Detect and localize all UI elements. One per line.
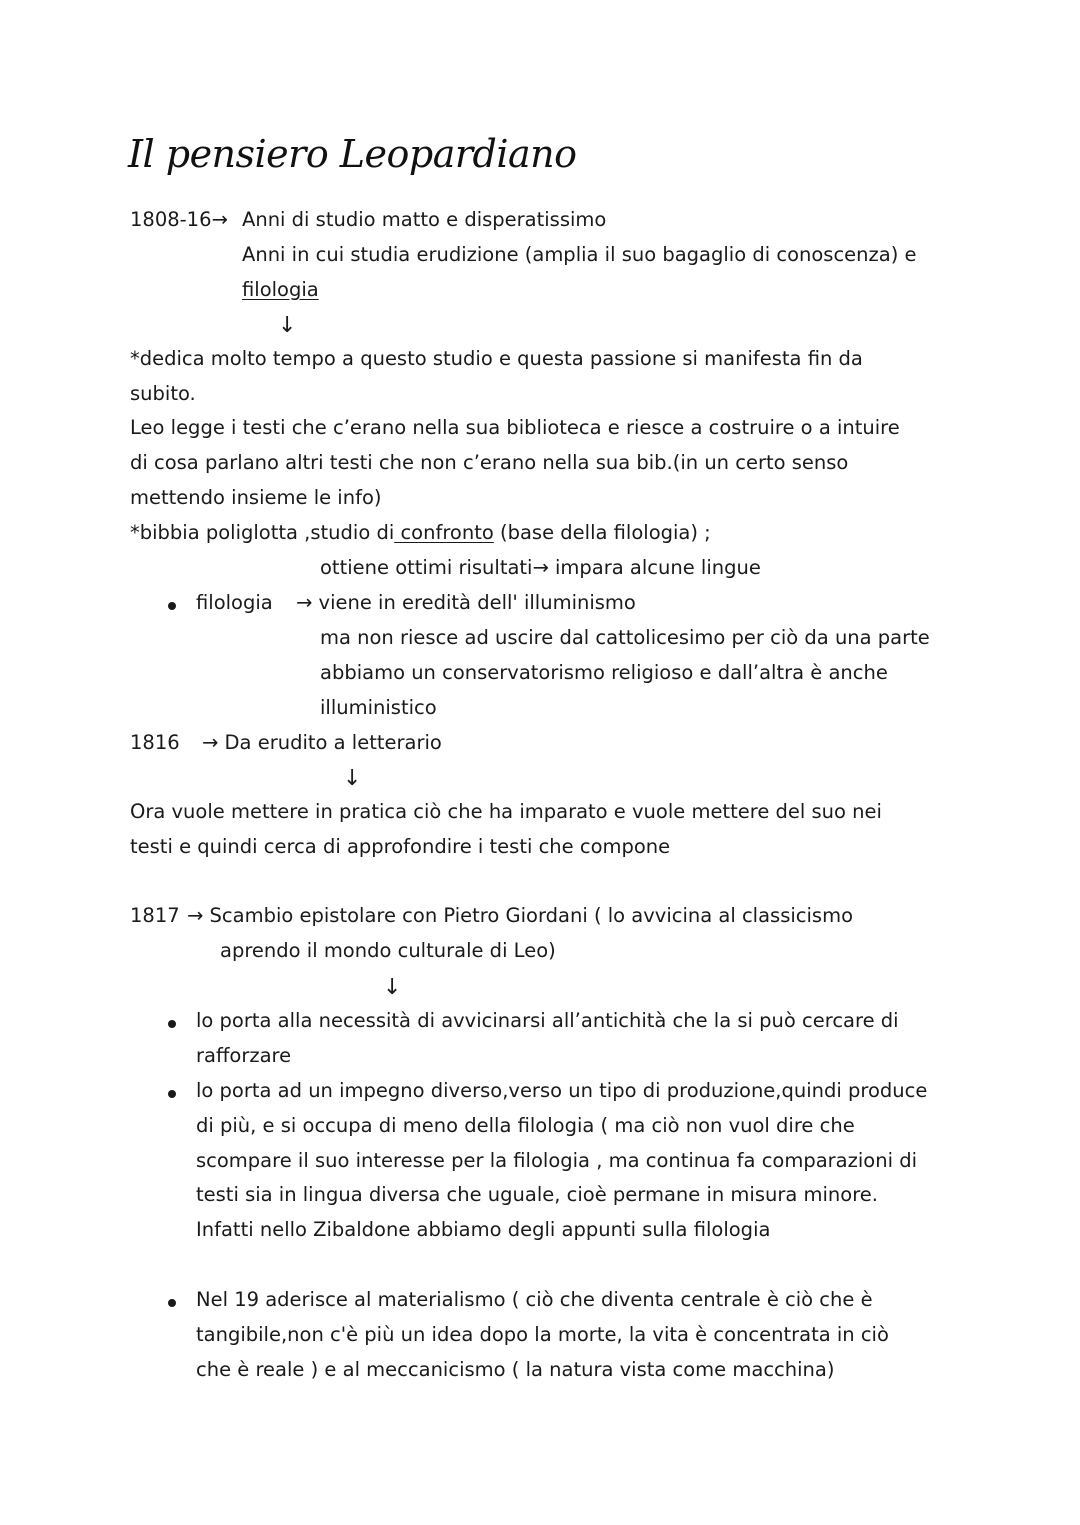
bullet2-line3: scompare il suo interesse per la filologia , ma continua fa comparazioni di — [196, 1149, 917, 1172]
bullet-filologia-arrow-text: → viene in eredità dell' illuminismo — [296, 591, 636, 614]
p1-line6-confronto: confronto — [394, 521, 494, 544]
year-1817-label: 1817 — [130, 904, 180, 927]
bullet-dot — [168, 1090, 176, 1098]
bullet2-line5: Infatti nello Zibaldone abbiamo degli appunti sulla filologia — [196, 1218, 771, 1241]
bullet1-line1: lo porta alla necessità di avvicinarsi all’antichità che la si può cercare di — [196, 1009, 899, 1032]
bullet2-line4: testi sia in lingua diversa che uguale, cioè permane in misura minore. — [196, 1183, 879, 1206]
sec1816-heading: → Da erudito a letterario — [202, 731, 442, 754]
bullet3-line1: Nel 19 aderisce al materialismo ( ciò che diventa centrale è ciò che è — [196, 1288, 873, 1311]
p1-line1: *dedica molto tempo a questo studio e questa passione si manifesta fin da — [130, 347, 863, 370]
bullet2-line1: lo porta ad un impegno diverso,verso un tipo di produzione,quindi produce — [196, 1079, 928, 1102]
year-1808-label: 1808-16→ — [130, 208, 228, 231]
bullet1-line2: rafforzare — [196, 1044, 292, 1067]
bullet2-line2: di più, e si occupa di meno della filologia ( ma ciò non vuol dire che — [196, 1114, 855, 1137]
p1-line7: ottiene ottimi risultati→ impara alcune lingue — [320, 556, 761, 579]
bullet-dot — [168, 1299, 176, 1307]
bullet3-line3: che è reale ) e al meccanicismo ( la natura vista come macchina) — [196, 1358, 835, 1381]
bullet-dot — [168, 602, 176, 610]
bullet3-line2: tangibile,non c'è più un idea dopo la morte, la vita è concentrata in ciò — [196, 1323, 889, 1346]
down-arrow-icon: ↓ — [383, 975, 402, 1000]
sec1816-para-line2: testi e quindi cerca di approfondire i testi che compone — [130, 835, 671, 858]
p1-line3: Leo legge i testi che c’erano nella sua biblioteca e riesce a costruire o a intuire — [130, 416, 900, 439]
down-arrow-icon: ↓ — [343, 766, 362, 791]
p1-line5: mettendo insieme le info) — [130, 486, 382, 509]
bullet-filologia-line2: ma non riesce ad uscire dal cattolicesimo per ciò da una parte — [320, 626, 930, 649]
sec1808-line1: Anni di studio matto e disperatissimo — [242, 208, 607, 231]
sec1808-line3-filologia: filologia — [242, 278, 319, 301]
sec1816-para-line1: Ora vuole mettere in pratica ciò che ha imparato e vuole mettere del suo nei — [130, 800, 882, 823]
bullet-dot — [168, 1020, 176, 1028]
sec1808-line2: Anni in cui studia erudizione (amplia il suo bagaglio di conoscenza) e — [242, 243, 917, 266]
p1-line6-part-a: *bibbia poliglotta ,studio di — [130, 521, 395, 544]
p1-line2: subito. — [130, 382, 196, 405]
p1-line4: di cosa parlano altri testi che non c’erano nella sua bib.(in un certo senso — [130, 451, 849, 474]
p1-line6 — [130, 520, 711, 546]
bullet-filologia-line4: illuministico — [320, 696, 437, 719]
sec1817-heading: → Scambio epistolare con Pietro Giordani ( lo avvicina al classicismo — [187, 904, 853, 927]
down-arrow-icon: ↓ — [278, 313, 297, 338]
sec1817-line2: aprendo il mondo culturale di Leo) — [220, 939, 556, 962]
page-title: Il pensiero Leopardiano — [128, 132, 577, 176]
p1-line6-part-c: (base della filologia) ; — [493, 521, 711, 544]
year-1816-label: 1816 — [130, 731, 180, 754]
bullet-filologia-label: filologia — [196, 591, 273, 614]
bullet-filologia-line3: abbiamo un conservatorismo religioso e dall’altra è anche — [320, 661, 888, 684]
